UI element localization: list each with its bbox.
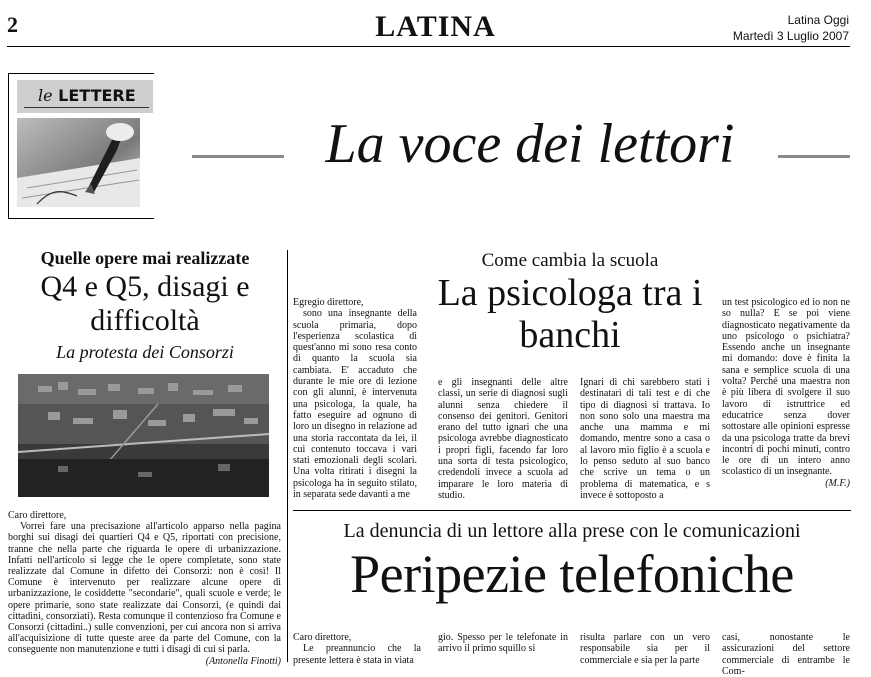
article1-greeting: Caro direttore, bbox=[8, 510, 67, 521]
article3-text-1: Le preannuncio che la presente lettera è stata in viata bbox=[293, 643, 421, 666]
article3-column-2: gio. Spesso per le telefonate in arrivo il primo squillo si bbox=[438, 632, 568, 655]
article2-signature: (M.F.) bbox=[825, 477, 850, 489]
column-rule bbox=[287, 250, 288, 662]
header-rule bbox=[7, 46, 850, 47]
article3-column-4: casi, nonostante le assicurazioni del settore commerciale di entrambe le Com- bbox=[722, 632, 850, 677]
publication-name: Latina Oggi bbox=[787, 13, 849, 27]
article3-title: Peripezie telefoniche bbox=[350, 544, 794, 604]
heading-rule-left bbox=[192, 155, 284, 158]
article3-column-3: risulta parlare con un vero responsabile sia per il commerciale e sia per la parte bbox=[580, 632, 710, 666]
article-divider bbox=[293, 510, 851, 511]
article2-column-4 bbox=[722, 297, 850, 489]
masthead bbox=[733, 12, 849, 44]
heading-rule-right bbox=[778, 155, 850, 158]
article2-column-1 bbox=[293, 297, 417, 500]
article3-column-1 bbox=[293, 632, 421, 666]
issue-date: Martedì 3 Luglio 2007 bbox=[732, 29, 849, 43]
article2-column-3: Ignari di chi sarebbero stati i destinatari di tali test e di che tipo di diagnosi si trattava. Io non sono solo una maestra ma anche una mamma e mi domando, mentre sono a casa o al lavoro mio figlio è a scuola e lo penso seduto al suo banco che scrive un tema o un problema di matematica, e s invece è sottoposto a bbox=[580, 377, 710, 501]
lettere-underline bbox=[24, 107, 149, 108]
aerial-city-photo bbox=[18, 374, 269, 497]
article1-text: Vorrei fare una precisazione all'articolo apparso nella pagina borghi sui disagi dei quartieri Q4 e Q5, riportati con precisione, tranne che nella parte che riguarda le opere di urbanizzazione. Infatti nell'articolo si legge che le opere completate, sono state realizzate dal Comune in difetto dei Consorzi: non è così! Il Comune è intervenuto per realizzare alcune opere di urbanizzazione, le cosiddette "secondarie", quali scuole e verde; le opere primarie, sono state realizzate dai Consorzi, (e quindi dai cittadini, consorziati). Resta comunque il contenzioso fra Comune e Consorzi (cittadini..) sulle convenzioni, per cui ancora non si arriva all'acquisizione di tutte queste aree da parte del Comune, con la conseguente non manutenzione e tutti i disagi di cui si parla. bbox=[8, 521, 281, 656]
fountain-pen-photo bbox=[17, 118, 140, 207]
lettere-label-prefix: le bbox=[38, 86, 53, 105]
section-title: LATINA bbox=[375, 10, 496, 43]
article3-greeting: Caro direttore, bbox=[293, 632, 352, 643]
article2-text-1: sono una insegnante della scuola primaria, dopo l'esperienza scolastica di quest'anno mi sono resa conto di quanto la scuola sia cambiata. E' accaduto che durante le mie ore di lezione con gli alunni, è intervenuta una psicologa, la quale, ha fatto eseguire ad ognuno di loro un disegno in relazione ad una storia raccontata da lei, il cui contenuto toccava i vari stati emozionali degli scolari. Una volta ritirati i disegni la psicologa ha in seguito stilato, in separata sede davanti a me bbox=[293, 308, 417, 501]
article2-kicker: Come cambia la scuola bbox=[481, 250, 659, 271]
article2-title: La psicologa tra i banchi bbox=[437, 272, 703, 356]
article1-title: Q4 e Q5, disagi e difficoltà bbox=[40, 270, 250, 337]
article1-body bbox=[8, 510, 281, 667]
article1-subtitle: La protesta dei Consorzi bbox=[56, 342, 234, 362]
lettere-label bbox=[38, 86, 136, 105]
page-number: 2 bbox=[7, 12, 18, 37]
article3-kicker: La denuncia di un lettore alla prese con le comunicazioni bbox=[343, 520, 801, 542]
article2-greeting: Egregio direttore, bbox=[293, 297, 364, 308]
article1-signature: (Antonella Finotti) bbox=[205, 655, 281, 667]
article2-text-4: un test psicologico ed io non ne so nulla? E se poi viene diagnosticato negativamente da uno psicologo o psichiatra? Essendo anche un insegnante mi domando: dove è finita la sana e semplice scuola di una volta? Perché una maestra non è più libera di svolgere il suo lavoro di istruttrice ed educatrice senza dover sottostare alle opinioni espresse da una psicologa tratte da brevi incontri di pochi minuti, contro le ore di un intero anno scolastico di un insegnante. bbox=[722, 297, 850, 478]
lettere-label-main: LETTERE bbox=[58, 86, 136, 105]
article1-kicker: Quelle opere mai realizzate bbox=[40, 248, 250, 268]
article2-column-2: e gli insegnanti delle altre classi, un serie di diagnosi sugli alunni senza chiedere il consenso dei genitori. Genitori erano del tutto ignari che una psicologa avrebbe diagnosticato i propri figli, facendo far loro una sorta di testa psicologico, credendoli invece a scuola ad imparare le loro materia di studio. bbox=[438, 377, 568, 501]
letters-heading: La voce dei lettori bbox=[325, 113, 735, 175]
